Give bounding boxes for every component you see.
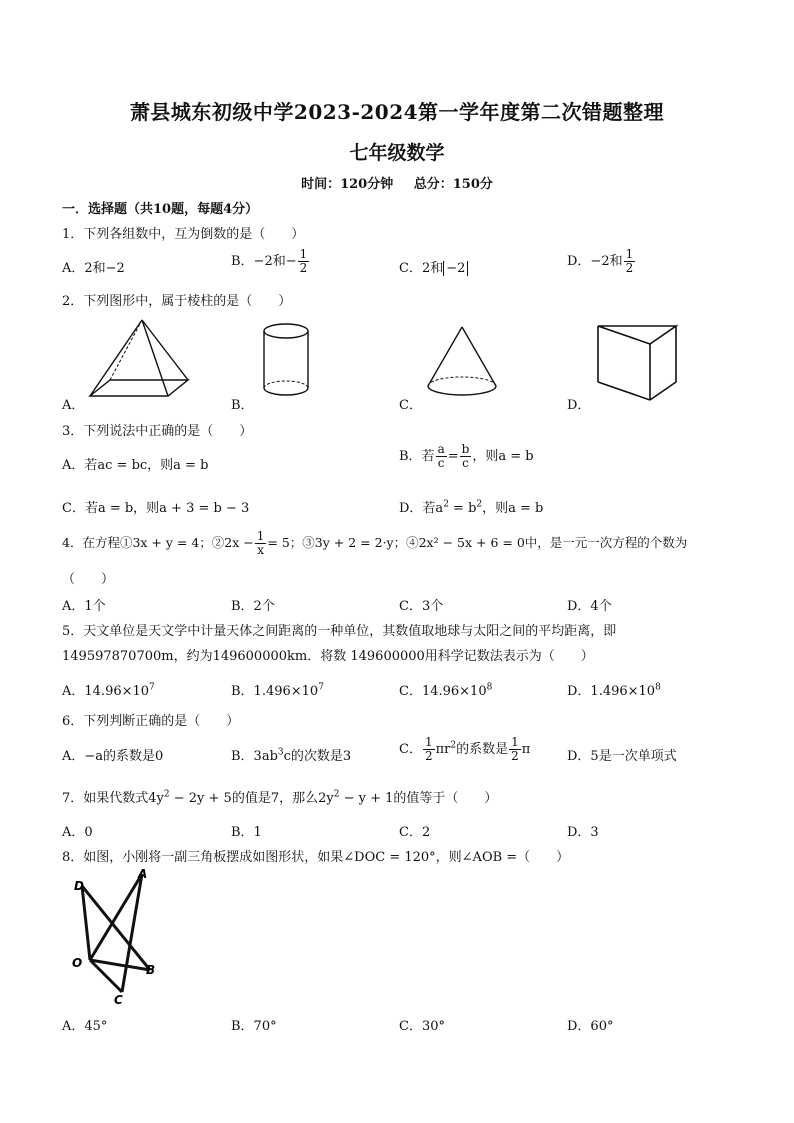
fraction: $\frac{1}{x}$ [256, 529, 265, 557]
set-square-figure [66, 866, 170, 1006]
question-4-option-d: D．4个 [567, 599, 612, 614]
question-6-option-c: C． $\frac{1}{2}$ $\pi r^2$的系数是 $\frac{1}{2}$ π [399, 735, 531, 763]
fraction: $\frac{1}{2}$ [511, 735, 519, 763]
question-4-option-b: B．2个 [231, 599, 275, 614]
question-2-option-b: B． [231, 398, 254, 413]
question-3-option-a: A．若ac = bc，则a = b [62, 458, 209, 473]
question-7-stem: 7．如果代数式$4y^2 - 2y + 5$的值是7，那么$2y^2 - y + 1$的值等于（ ） [62, 789, 498, 806]
question-8-option-b: B．70° [231, 1019, 277, 1034]
question-1-option-a: A．2和−2 [62, 261, 125, 276]
question-1-stem: 1．下列各组数中，互为倒数的是（ ） [62, 227, 305, 242]
page-subtitle: 七年级数学 [349, 142, 445, 164]
point-label-a: A [138, 867, 148, 881]
fraction: $\frac{1}{2}$ [424, 735, 433, 763]
section-heading: 一．选择题（共10题，每题4分） [62, 202, 259, 217]
question-8-stem: 8．如图，小刚将一副三角板摆成如图形状，如果∠DOC = 120°，则∠AOB =（ ） [62, 850, 570, 865]
fraction: $\frac{b}{c}$ [461, 442, 470, 470]
question-2-option-a: A． [62, 398, 85, 413]
question-6-option-d: D．5是一次单项式 [567, 749, 677, 764]
fraction: $\frac{1}{2}$ [299, 247, 308, 275]
question-5-option-c: C．$14.96\times 10^8$ [399, 682, 493, 699]
point-label-d: D [74, 879, 84, 893]
exam-time: 时间：120分钟 [301, 177, 394, 192]
question-3-stem: 3．下列说法中正确的是（ ） [62, 424, 253, 439]
question-6-stem: 6．下列判断正确的是（ ） [62, 714, 240, 729]
question-8-option-c: C．30° [399, 1019, 445, 1034]
question-1-option-d: D．−2和 $\frac{1}{2}$ [567, 247, 634, 275]
question-5-option-b: B．$1.496\times 10^7$ [231, 682, 324, 699]
question-4-stem: 4．在方程①3x + y = 4；②2x − $\frac{1}{x}$ = 5；③3y + 2 = 2·y；④2x² − 5x + 6 = 0中，是一元一次方程的个数为 [62, 529, 688, 557]
point-label-o: O [72, 956, 83, 970]
question-5-option-d: D．$1.496\times 10^8$ [567, 682, 661, 699]
question-6-option-b: B．$3ab^3c$的次数是3 [231, 747, 352, 764]
question-3-option-d: D．若$a^2 = b^2$，则a = b [399, 499, 544, 516]
cone-figure [424, 324, 500, 400]
page-title: 萧县城东初级中学2023-2024第一学年度第二次错题整理 [129, 100, 665, 124]
question-7-option-c: C．2 [399, 825, 431, 840]
question-5-option-a: A．$14.96\times 10^7$ [62, 682, 155, 699]
exam-total-score: 总分：150分 [413, 177, 493, 192]
cylinder-figure [258, 320, 314, 400]
question-4-stem-blank: （ ） [62, 572, 115, 587]
question-5-stem: 5．天文单位是天文学中计量天体之间距离的一种单位，其数值取地球与太阳之间的平均距离，即 [62, 624, 617, 639]
fraction: $\frac{1}{2}$ [625, 247, 634, 275]
question-2-stem: 2．下列图形中，属于棱柱的是（ ） [62, 294, 292, 309]
triangular-prism-figure [594, 320, 686, 404]
point-label-c: C [114, 993, 123, 1006]
question-6-option-a: A．−a的系数是0 [62, 749, 164, 764]
exam-meta [0, 173, 794, 192]
question-2-option-c: C． [399, 398, 422, 413]
question-4-option-c: C．3个 [399, 599, 444, 614]
fraction: $\frac{a}{c}$ [437, 442, 445, 470]
question-8-option-d: D．60° [567, 1019, 614, 1034]
question-4-option-a: A．1个 [62, 599, 106, 614]
question-7-option-b: B．1 [231, 825, 262, 840]
question-2-option-d: D． [567, 398, 591, 413]
point-label-b: B [146, 963, 156, 977]
question-7-option-a: A．0 [62, 825, 93, 840]
question-1-option-c: C．2和 −2 [399, 257, 468, 276]
question-7-option-d: D．3 [567, 825, 599, 840]
question-3-option-b: B．若 $\frac{a}{c}$ = $\frac{b}{c}$ ，则a = b [399, 442, 534, 470]
question-3-option-c: C．若a = b，则a + 3 = b − 3 [62, 501, 250, 516]
question-8-option-a: A．45° [62, 1019, 108, 1034]
pyramid-figure [84, 316, 194, 398]
question-1-option-b: B．−2和− $\frac{1}{2}$ [231, 247, 308, 275]
question-5-stem-line-2: 149597870700m，约为149600000km．将数 149600000用科学记数法表示为（ ） [62, 649, 594, 664]
